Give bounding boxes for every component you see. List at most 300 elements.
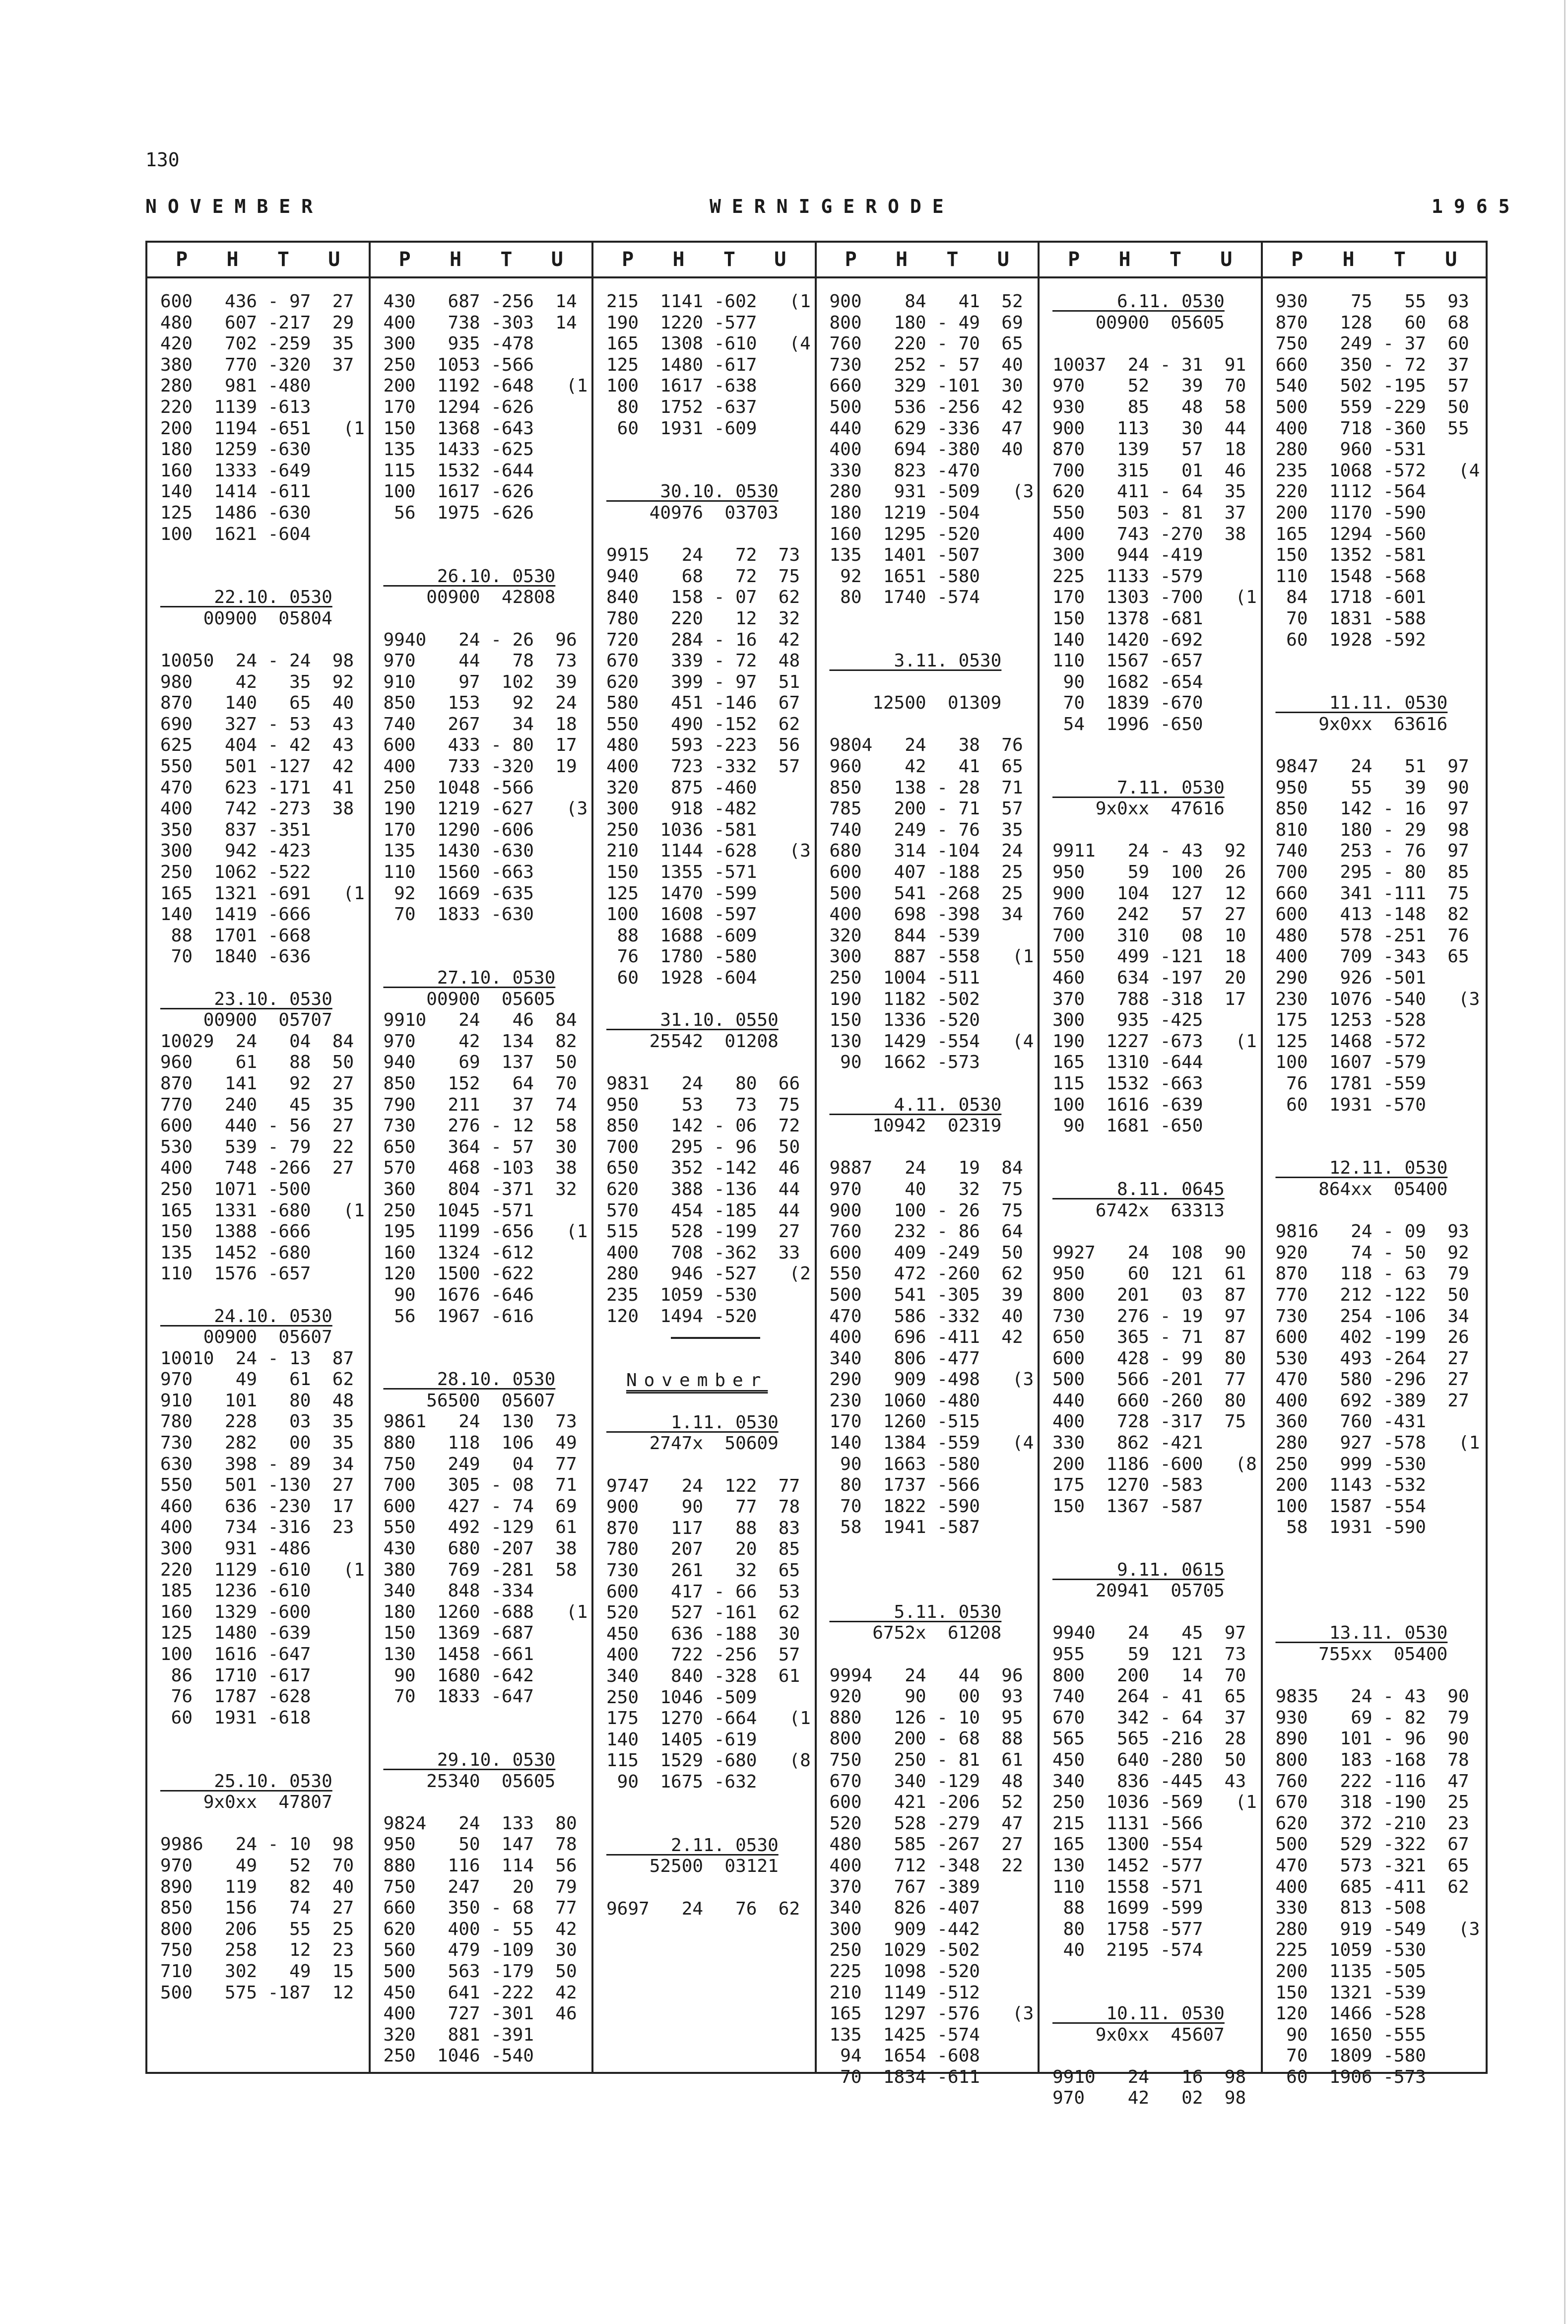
- table-row: 330 823 -470: [829, 460, 980, 481]
- table-row: 680 314 -104 24: [829, 841, 1023, 862]
- table-row: 330 862 -421: [1052, 1433, 1203, 1454]
- table-row: 870 141 92 27: [160, 1073, 354, 1094]
- table-row: 280 946 -527 (2: [606, 1263, 811, 1284]
- table-row: 200 1135 -505: [1275, 1961, 1426, 1982]
- table-row: 870 117 88 83: [606, 1518, 800, 1538]
- table-row: 60 1928 -604: [606, 968, 757, 988]
- column-header: [147, 243, 369, 278]
- table-row: 970 40 32 75: [829, 1179, 1023, 1199]
- table-row: 135 1425 -574: [829, 2024, 980, 2045]
- table-row: 9x0xx 63616: [1275, 714, 1448, 734]
- table-row: 400 694 -380 40: [829, 439, 1023, 460]
- table-row: 00900 05605: [1052, 312, 1225, 333]
- table-row: 570 468 -103 38: [383, 1158, 577, 1179]
- table-row: 380 769 -281 58: [383, 1559, 577, 1580]
- sounding-date: 9.11. 0615: [1052, 1559, 1225, 1580]
- table-row: 620 400 - 55 42: [383, 1919, 577, 1939]
- table-row: [160, 1285, 369, 1306]
- table-row: 500 566 -201 77: [1052, 1369, 1246, 1390]
- table-row: 165 1308 -610 (4: [606, 333, 811, 354]
- table-row: 250 1046 -509: [606, 1687, 757, 1708]
- table-row: 210 1149 -512: [829, 1982, 980, 2003]
- table-row: [830, 1644, 1038, 1665]
- column-header-label: T: [277, 248, 289, 271]
- header-month: NOVEMBER: [145, 196, 324, 217]
- table-row: [160, 545, 369, 566]
- table-row: 340 840 -328 61: [606, 1666, 800, 1686]
- table-row: 970 42 02 98: [1052, 2088, 1246, 2109]
- table-row: [384, 926, 592, 947]
- table-row: 580 451 -146 67: [606, 693, 800, 714]
- table-row: [160, 1813, 369, 1835]
- table-row: 785 200 - 71 57: [829, 798, 1023, 819]
- table-row: 280 919 -549 (3: [1275, 1919, 1480, 1939]
- table-row: 210 1144 -628 (3: [606, 841, 811, 862]
- sounding-date: 27.10. 0530: [383, 968, 556, 988]
- table-row: 215 1141 -602 (1: [606, 291, 811, 312]
- table-row: 500 541 -268 25: [829, 883, 1023, 904]
- table-row: 880 118 106 49: [383, 1433, 577, 1454]
- table-row: 870 118 - 63 79: [1275, 1263, 1469, 1284]
- table-row: 650 352 -142 46: [606, 1158, 800, 1179]
- table-row: [160, 1728, 369, 1750]
- table-row: 90 1676 -646: [383, 1284, 534, 1305]
- table-row: 250 1045 -571: [383, 1200, 534, 1221]
- table-row: [830, 672, 1038, 693]
- table-row: 670 318 -190 25: [1275, 1792, 1469, 1813]
- column-header: [371, 243, 592, 278]
- table-row: 700 310 08 10: [1052, 925, 1246, 946]
- table-row: 430 687 -256 14: [383, 291, 577, 312]
- table-row: 280 931 -509 (3: [829, 481, 1034, 502]
- table-row: 100 1607 -579: [1275, 1052, 1426, 1073]
- table-row: 450 640 -280 50: [1052, 1749, 1246, 1770]
- table-row: 760 242 57 27: [1052, 904, 1246, 925]
- table-row: 56500 05607: [383, 1390, 556, 1411]
- table-row: 770 240 45 35: [160, 1094, 354, 1115]
- sounding-date: 29.10. 0530: [383, 1749, 556, 1770]
- table-row: 9804 24 38 76: [829, 735, 1023, 756]
- table-row: 890 101 - 96 90: [1275, 1728, 1469, 1749]
- table-row: 730 276 - 12 58: [383, 1116, 577, 1136]
- table-row: 180 1259 -630: [160, 439, 311, 460]
- table-row: [1276, 1137, 1486, 1158]
- table-row: 770 212 -122 50: [1275, 1284, 1469, 1305]
- table-row: 630 398 - 89 34: [160, 1454, 354, 1474]
- table-row: 320 881 -391: [383, 2024, 534, 2045]
- table-row: 120 1500 -622: [383, 1263, 534, 1284]
- table-row: 500 563 -179 50: [383, 1961, 577, 1982]
- table-row: 90 1675 -632: [606, 1771, 757, 1792]
- table-row: 9887 24 19 84: [829, 1158, 1023, 1179]
- table-row: 9910 24 16 98: [1052, 2066, 1246, 2087]
- table-row: 170 1294 -626: [383, 397, 534, 417]
- table-row: 400 738 -303 14: [383, 312, 577, 333]
- table-row: 400 733 -320 19: [383, 756, 577, 777]
- table-row: 250 1036 -569 (1: [1052, 1792, 1257, 1813]
- table-row: 470 623 -171 41: [160, 777, 354, 798]
- table-row: [1276, 1116, 1486, 1137]
- column-body: [1040, 278, 1261, 2109]
- table-row: 870 139 57 18: [1052, 439, 1246, 460]
- table-row: 400 696 -411 42: [829, 1327, 1023, 1348]
- table-row: 600 417 - 66 53: [606, 1581, 800, 1602]
- table-row: 250 1071 -500: [160, 1179, 311, 1199]
- table-row: [1276, 651, 1486, 672]
- table-row: 100 1616 -639: [1052, 1094, 1203, 1115]
- table-row: 250 1036 -581: [606, 819, 757, 840]
- table-row: 660 341 -111 75: [1275, 883, 1469, 904]
- table-row: 760 220 - 70 65: [829, 333, 1023, 354]
- table-row: 750 250 - 81 61: [829, 1749, 1023, 1770]
- table-row: [1052, 1538, 1261, 1560]
- table-column: [817, 243, 1040, 2087]
- table-row: 90 1681 -650: [1052, 1116, 1203, 1136]
- table-row: 480 585 -267 27: [829, 1834, 1023, 1855]
- table-row: 190 1219 -627 (3: [383, 798, 588, 819]
- table-row: 500 575 -187 12: [160, 1982, 354, 2003]
- table-row: 6742x 63313: [1052, 1200, 1225, 1221]
- table-row: 620 411 - 64 35: [1052, 481, 1246, 502]
- table-row: 110 1560 -663: [383, 862, 534, 883]
- table-row: 550 499 -121 18: [1052, 946, 1246, 967]
- table-row: 850 152 64 70: [383, 1073, 577, 1094]
- table-row: 110 1558 -571: [1052, 1876, 1203, 1897]
- table-row: 930 85 48 58: [1052, 397, 1246, 417]
- table-row: 400 742 -273 38: [160, 798, 354, 819]
- table-row: 25340 05605: [383, 1771, 556, 1792]
- table-row: 150 1355 -571: [606, 862, 757, 883]
- table-row: 9816 24 - 09 93: [1275, 1221, 1469, 1242]
- table-row: 730 282 00 35: [160, 1433, 354, 1454]
- header-year: 1965: [1432, 196, 1521, 217]
- table-row: 740 264 - 41 65: [1052, 1686, 1246, 1707]
- table-row: 135 1433 -625: [383, 439, 534, 460]
- table-row: [384, 946, 592, 968]
- table-row: 80 1758 -577: [1052, 1919, 1203, 1939]
- table-row: 320 875 -460: [606, 777, 757, 798]
- table-row: 550 503 - 81 37: [1052, 502, 1246, 523]
- table-row: 54 1996 -650: [1052, 714, 1203, 734]
- table-row: 76 1787 -628: [160, 1686, 311, 1707]
- table-row: 800 206 55 25: [160, 1919, 354, 1939]
- table-row: 755xx 05400: [1275, 1644, 1448, 1664]
- table-row: 150 1378 -681: [1052, 608, 1203, 629]
- column-header: [817, 243, 1038, 278]
- table-row: 400 708 -362 33: [606, 1242, 800, 1263]
- sounding-date: 1.11. 0530: [606, 1412, 779, 1433]
- table-row: 150 1336 -520: [829, 1010, 980, 1031]
- table-row: 600 409 -249 50: [829, 1242, 1023, 1263]
- table-row: 110 1548 -568: [1275, 566, 1426, 587]
- table-row: [830, 608, 1038, 630]
- column-header-label: H: [1342, 248, 1355, 271]
- table-row: 60 1928 -592: [1275, 629, 1426, 650]
- table-row: 84 1718 -601: [1275, 587, 1426, 608]
- column-body: [593, 278, 815, 1920]
- table-row: 864xx 05400: [1275, 1179, 1448, 1199]
- table-row: 250 1048 -566: [383, 777, 534, 798]
- table-row: [1052, 2046, 1261, 2067]
- table-row: 850 142 - 16 97: [1275, 798, 1469, 819]
- table-row: [1052, 1517, 1261, 1538]
- table-row: 135 1430 -630: [383, 841, 534, 862]
- table-row: [830, 1073, 1038, 1095]
- column-header-label: T: [1393, 248, 1406, 271]
- table-row: 230 1060 -480: [829, 1390, 980, 1411]
- table-row: 150 1352 -581: [1275, 545, 1426, 566]
- table-row: 100 1621 -604: [160, 524, 311, 544]
- table-row: 12500 01309: [829, 693, 1002, 714]
- table-row: 500 536 -256 42: [829, 397, 1023, 417]
- table-row: 800 180 - 49 69: [829, 312, 1023, 333]
- table-row: 730 254 -106 34: [1275, 1306, 1469, 1327]
- table-column: [1263, 243, 1486, 2087]
- table-row: 330 813 -508: [1275, 1898, 1426, 1919]
- table-row: 90 1650 -555: [1275, 2024, 1426, 2045]
- table-row: [1052, 820, 1261, 841]
- table-row: 300 935 -425: [1052, 1010, 1203, 1031]
- table-row: 880 126 - 10 95: [829, 1707, 1023, 1728]
- column-header-label: H: [226, 248, 239, 271]
- table-row: 400 748 -266 27: [160, 1158, 354, 1179]
- table-row: 920 90 00 93: [829, 1686, 1023, 1707]
- table-row: 340 848 -334: [383, 1581, 534, 1601]
- table-row: 80 1737 -566: [829, 1475, 980, 1496]
- table-row: 00900 05605: [383, 989, 556, 1009]
- table-row: 115 1532 -663: [1052, 1073, 1203, 1094]
- table-row: 220 1139 -613: [160, 397, 311, 417]
- table-row: 60 1931 -570: [1275, 1094, 1426, 1115]
- table-row: 00900 42808: [383, 587, 556, 608]
- table-row: 150 1368 -643: [383, 418, 534, 439]
- sounding-date: 22.10. 0530: [160, 587, 332, 608]
- table-row: [606, 461, 815, 482]
- table-row: 250 1062 -522: [160, 862, 311, 883]
- table-row: 400 712 -348 22: [829, 1855, 1023, 1876]
- sounding-date: 4.11. 0530: [829, 1094, 1002, 1115]
- table-row: 970 49 61 62: [160, 1369, 354, 1390]
- table-row: 340 836 -445 43: [1052, 1771, 1246, 1792]
- table-row: 76 1780 -580: [606, 946, 757, 967]
- table-row: 125 1470 -599: [606, 883, 757, 904]
- column-header-label: T: [723, 248, 735, 271]
- sounding-date: 30.10. 0530: [606, 481, 779, 502]
- table-row: 750 258 12 23: [160, 1940, 354, 1961]
- table-row: [160, 566, 369, 588]
- table-row: 400 728 -317 75: [1052, 1411, 1246, 1432]
- table-row: 115 1529 -680 (8: [606, 1750, 811, 1771]
- table-row: 900 84 41 52: [829, 291, 1023, 312]
- table-row: [1052, 1983, 1261, 2004]
- table-row: 90 1680 -642: [383, 1665, 534, 1686]
- table-row: 25542 01208: [606, 1031, 779, 1052]
- table-row: [384, 1708, 592, 1729]
- table-row: 00900 05707: [160, 1010, 332, 1031]
- table-row: 00900 05607: [160, 1327, 332, 1348]
- table-row: 52500 03121: [606, 1856, 779, 1877]
- table-row: 780 228 03 35: [160, 1411, 354, 1432]
- table-row: 10050 24 - 24 98: [160, 651, 354, 671]
- table-row: [1276, 1581, 1486, 1602]
- table-row: 9847 24 51 97: [1275, 756, 1469, 777]
- table-row: 400 718 -360 55: [1275, 418, 1469, 439]
- table-column: [1040, 243, 1263, 2109]
- table-row: 300 909 -442: [829, 1919, 980, 1939]
- table-row: 550 472 -260 62: [829, 1263, 1023, 1284]
- column-header-label: T: [500, 248, 513, 271]
- table-row: 40 2195 -574: [1052, 1940, 1203, 1961]
- column-header-label: P: [176, 248, 188, 271]
- table-row: 940 68 72 75: [606, 566, 800, 587]
- table-row: 470 586 -332 40: [829, 1306, 1023, 1327]
- table-row: 70 1809 -580: [1275, 2046, 1426, 2066]
- table-row: 850 142 - 06 72: [606, 1116, 800, 1136]
- table-row: 00900 05804: [160, 608, 332, 629]
- column-body: [1263, 278, 1486, 2088]
- sounding-date: 28.10. 0530: [383, 1369, 556, 1390]
- table-row: 160 1333 -649: [160, 460, 311, 481]
- table-column: [593, 243, 817, 2072]
- table-row: 125 1468 -572: [1275, 1031, 1426, 1052]
- table-row: 9747 24 122 77: [606, 1475, 800, 1496]
- sounding-date: 26.10. 0530: [383, 566, 556, 587]
- table-row: 60 1931 -618: [160, 1707, 311, 1728]
- table-row: 910 101 80 48: [160, 1390, 354, 1411]
- table-row: [606, 1793, 815, 1814]
- page-number: 130: [145, 149, 180, 171]
- table-row: 730 261 32 65: [606, 1560, 800, 1581]
- sounding-date: 5.11. 0530: [829, 1601, 1002, 1622]
- table-row: 970 52 39 70: [1052, 376, 1246, 397]
- table-row: 90 1662 -573: [829, 1052, 980, 1073]
- table-row: 70 1840 -636: [160, 946, 311, 967]
- sounding-date: 12.11. 0530: [1275, 1158, 1448, 1179]
- table-row: [1276, 1200, 1486, 1222]
- table-row: [1276, 1538, 1486, 1560]
- data-table: [145, 241, 1488, 2109]
- column-header-label: H: [1118, 248, 1131, 271]
- table-row: 300 931 -486: [160, 1538, 311, 1559]
- table-row: 400 723 -332 57: [606, 756, 800, 777]
- table-row: [1052, 1137, 1261, 1158]
- table-row: 570 454 -185 44: [606, 1200, 800, 1221]
- table-row: 140 1384 -559 (4: [829, 1433, 1034, 1454]
- table-row: 600 427 - 74 69: [383, 1496, 577, 1517]
- table-row: 150 1388 -666: [160, 1221, 311, 1242]
- table-row: 450 636 -188 30: [606, 1623, 800, 1644]
- page-edge-line: [1564, 0, 1566, 2324]
- table-row: [384, 545, 592, 566]
- table-row: 215 1131 -566: [1052, 1813, 1203, 1834]
- column-header-label: U: [1445, 248, 1457, 271]
- table-row: 190 1227 -673 (1: [1052, 1031, 1257, 1052]
- table-column: [147, 243, 371, 2072]
- table-row: [606, 1877, 815, 1899]
- table-row: 970 49 52 70: [160, 1855, 354, 1876]
- table-row: [160, 630, 369, 651]
- table-row: 200 1143 -532: [1275, 1475, 1426, 1496]
- table-row: [1276, 1665, 1486, 1687]
- column-header: [593, 243, 815, 278]
- table-row: 620 399 - 97 51: [606, 671, 800, 692]
- table-row: 400 734 -316 23: [160, 1517, 354, 1538]
- sounding-date: 3.11. 0530: [829, 651, 1002, 671]
- table-row: 100 1616 -647: [160, 1644, 311, 1664]
- table-row: 970 42 134 82: [383, 1031, 577, 1052]
- table-row: 110 1576 -657: [160, 1263, 311, 1284]
- table-row: 135 1452 -680: [160, 1242, 311, 1263]
- column-header-label: U: [328, 248, 340, 271]
- table-row: 400 722 -256 57: [606, 1645, 800, 1665]
- table-row: 700 305 - 08 71: [383, 1475, 577, 1496]
- table-row: 480 578 -251 76: [1275, 925, 1469, 946]
- table-row: 930 75 55 93: [1275, 291, 1469, 312]
- table-row: 140 1405 -619: [606, 1729, 757, 1750]
- sounding-date: 8.11. 0645: [1052, 1179, 1225, 1199]
- table-row: 200 1186 -600 (8: [1052, 1454, 1257, 1474]
- table-row: 60 1906 -573: [1275, 2066, 1426, 2087]
- table-row: 565 565 -216 28: [1052, 1728, 1246, 1749]
- table-row: [1052, 1961, 1261, 1983]
- table-row: 515 528 -199 27: [606, 1221, 800, 1242]
- table-row: 370 788 -318 17: [1052, 989, 1246, 1009]
- table-row: 910 97 102 39: [383, 671, 577, 692]
- table-row: 340 826 -407: [829, 1898, 980, 1919]
- table-row: 740 249 - 76 35: [829, 819, 1023, 840]
- table-row: [606, 439, 815, 461]
- table-row: 660 350 - 72 37: [1275, 354, 1469, 375]
- table-row: 100 1617 -638: [606, 376, 757, 397]
- table-row: 400 709 -343 65: [1275, 946, 1469, 967]
- table-row: 70 1822 -590: [829, 1496, 980, 1517]
- table-row: 80 1752 -637: [606, 397, 757, 417]
- table-row: 200 1194 -651 (1: [160, 418, 365, 439]
- table-row: 600 440 - 56 27: [160, 1116, 354, 1136]
- table-row: 660 329 -101 30: [829, 376, 1023, 397]
- table-row: 750 249 04 77: [383, 1454, 577, 1474]
- table-row: 540 502 -195 57: [1275, 376, 1469, 397]
- column-header-label: P: [1068, 248, 1080, 271]
- table-row: 92 1669 -635: [383, 883, 534, 904]
- table-row: 530 539 - 79 22: [160, 1136, 354, 1157]
- table-row: 300 935 -478: [383, 333, 534, 354]
- table-row: 160 1324 -612: [383, 1242, 534, 1263]
- table-row: 800 183 -168 78: [1275, 1749, 1469, 1770]
- table-row: [606, 524, 815, 545]
- table-row: 92 1651 -580: [829, 566, 980, 587]
- table-row: 960 61 88 50: [160, 1052, 354, 1073]
- table-row: 850 156 74 27: [160, 1898, 354, 1919]
- column-header-label: H: [450, 248, 462, 271]
- table-row: 125 1480 -639: [160, 1623, 311, 1644]
- table-row: 800 201 03 87: [1052, 1284, 1246, 1305]
- table-row: 950 50 147 78: [383, 1834, 577, 1855]
- table-row: 9835 24 - 43 90: [1275, 1686, 1469, 1707]
- sounding-date: 2.11. 0530: [606, 1835, 779, 1856]
- table-row: 440 629 -336 47: [829, 418, 1023, 439]
- table-row: 9994 24 44 96: [829, 1665, 1023, 1686]
- table-row: 100 1587 -554: [1275, 1496, 1426, 1517]
- table-row: 660 350 - 68 77: [383, 1898, 577, 1919]
- column-header-label: U: [1220, 248, 1233, 271]
- table-row: 60 1931 -609: [606, 418, 757, 439]
- table-row: 150 1321 -539: [1275, 1982, 1426, 2003]
- column-body: [147, 278, 369, 2003]
- table-row: [830, 1581, 1038, 1602]
- table-row: 550 501 -127 42: [160, 756, 354, 777]
- table-row: 600 436 - 97 27: [160, 291, 354, 312]
